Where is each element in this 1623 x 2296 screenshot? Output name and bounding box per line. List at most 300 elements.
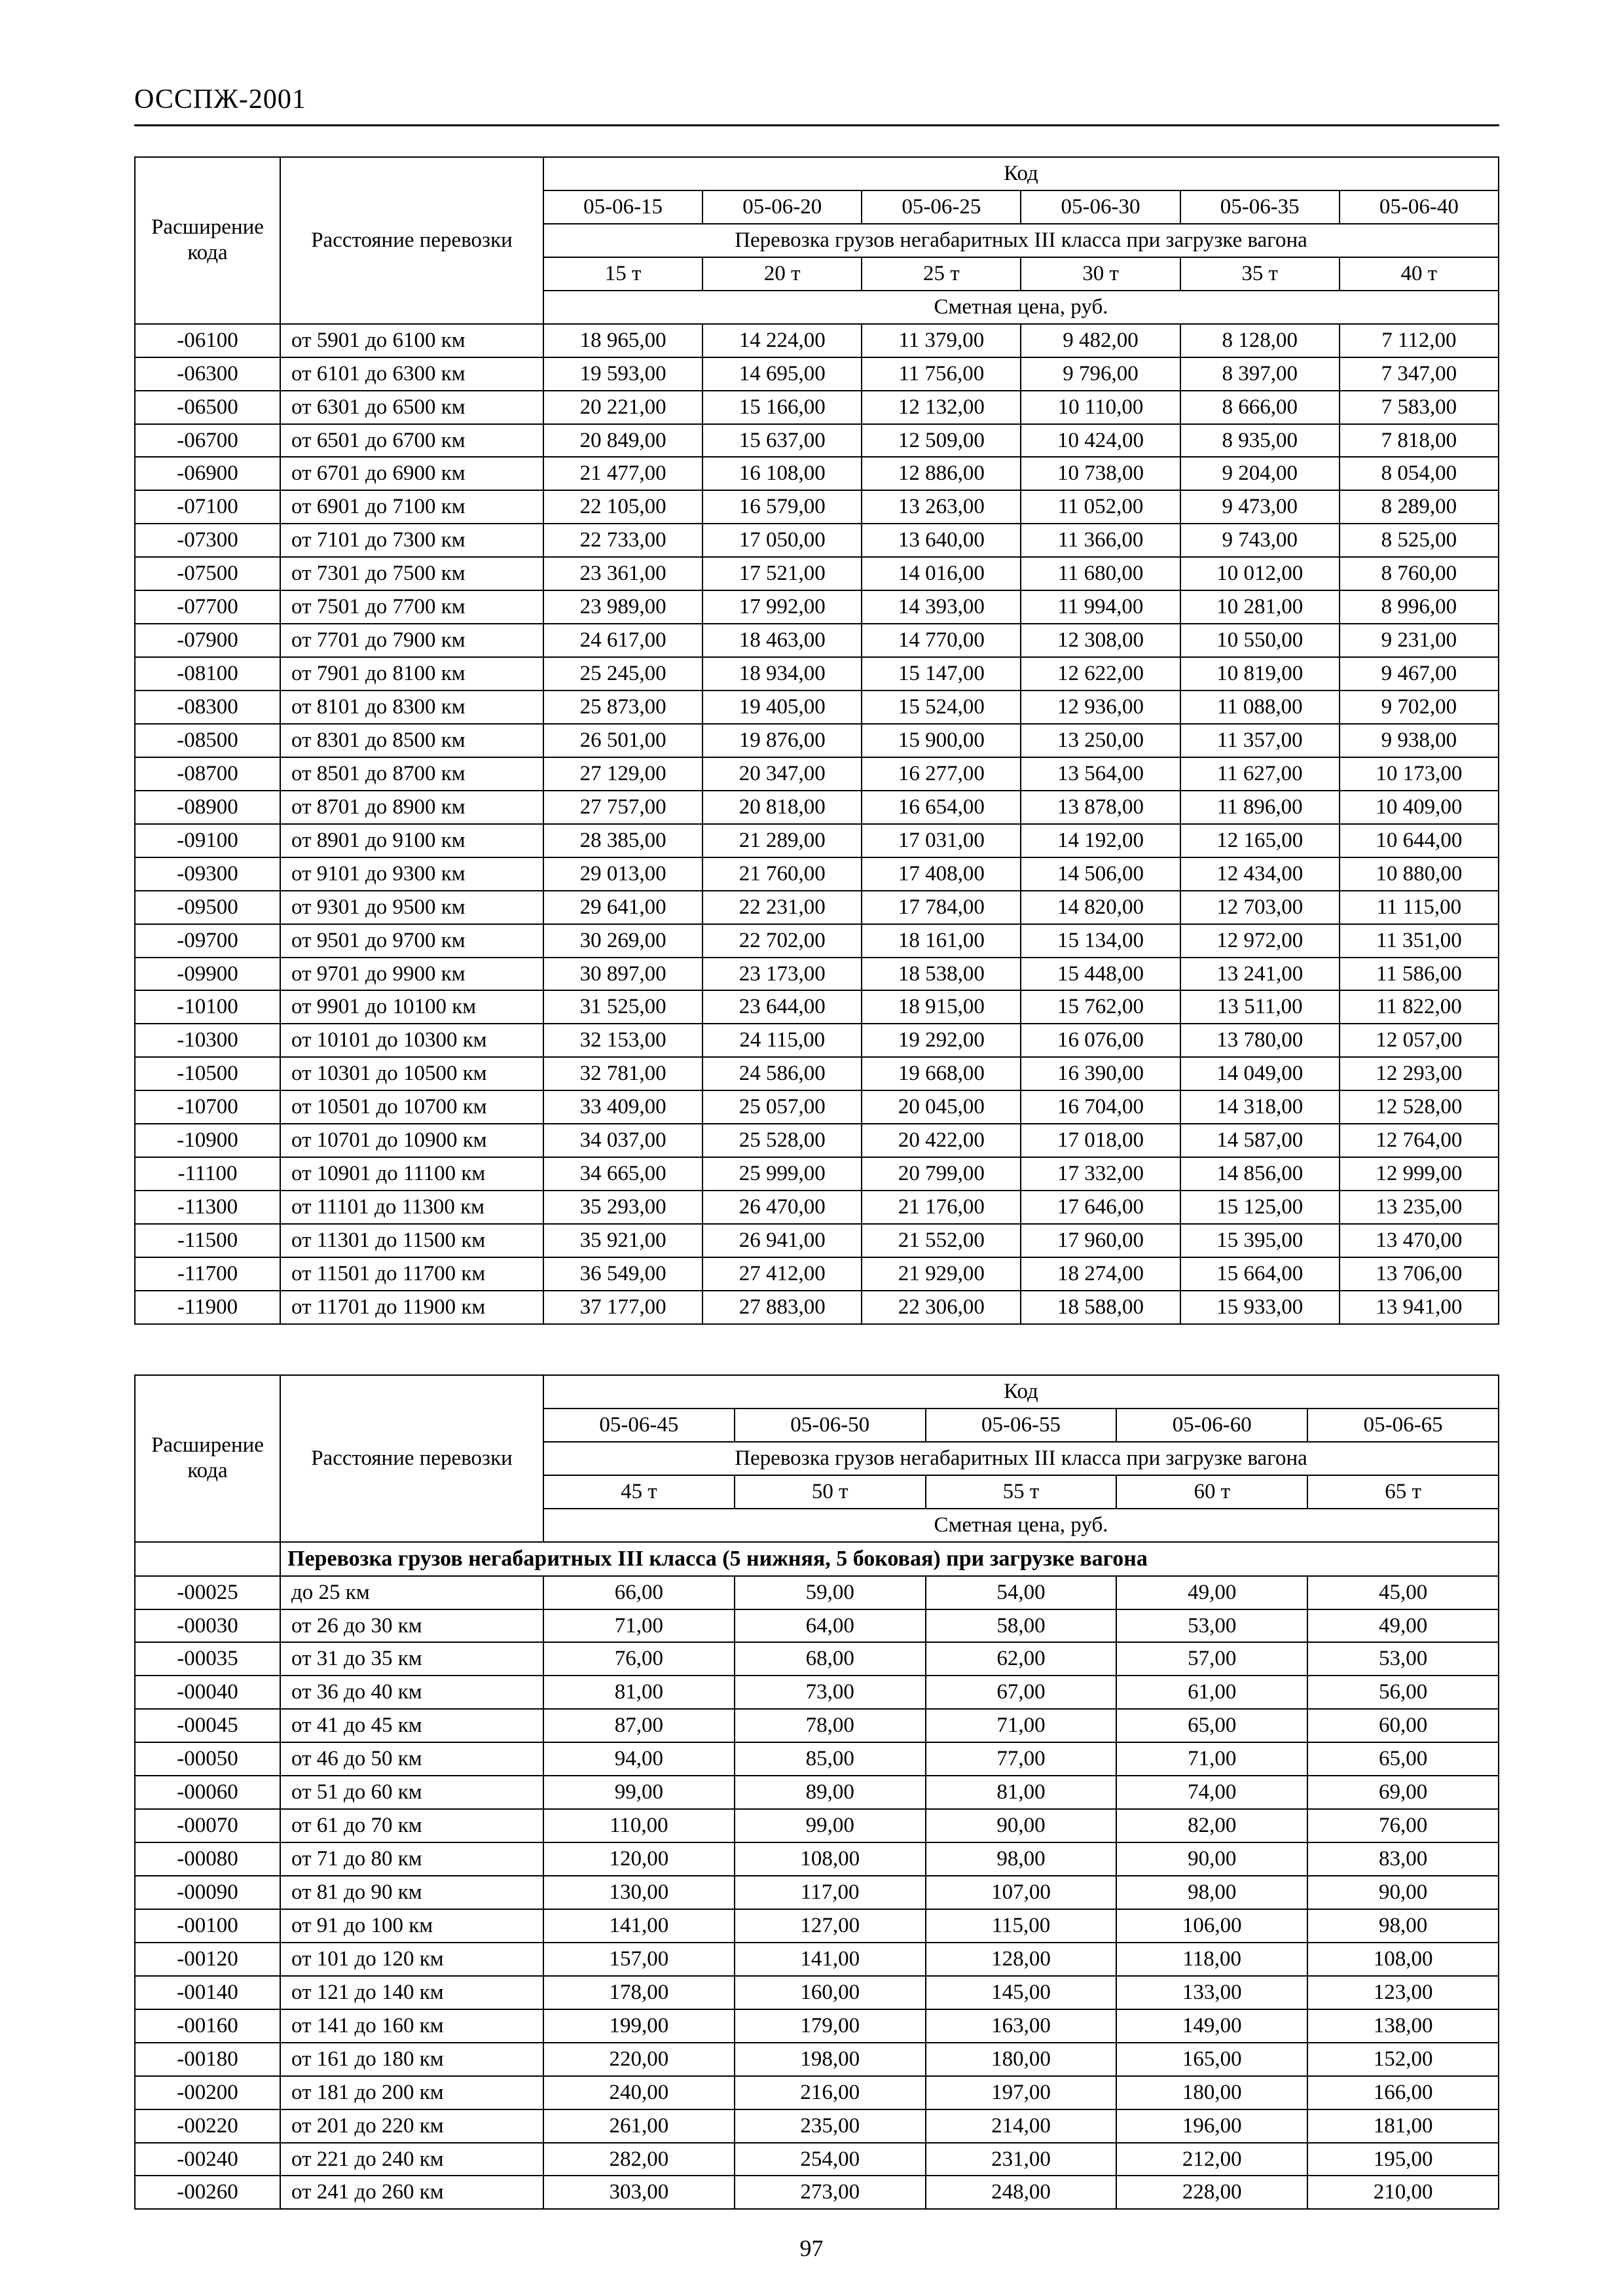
table-cell: 254,00 [735, 2143, 926, 2176]
table-cell: 23 173,00 [702, 958, 862, 991]
table-cell: 11 115,00 [1340, 891, 1499, 924]
table-cell: -00045 [135, 1709, 280, 1742]
table-cell: от 10501 до 10700 км [280, 1090, 543, 1124]
table-cell: 19 876,00 [702, 724, 862, 757]
table-cell: -00090 [135, 1876, 280, 1909]
table-cell: -11900 [135, 1291, 280, 1324]
section-header-row [135, 1542, 1499, 1576]
table-cell: от 201 до 220 км [280, 2109, 543, 2143]
table-cell: 23 361,00 [543, 557, 702, 590]
table-cell: 14 224,00 [702, 324, 862, 357]
table-cell: 180,00 [1116, 2076, 1307, 2109]
section-title: Перевозка грузов негабаритных III класса (5 нижняя, 5 боковая) при загрузке вагона [280, 1542, 1499, 1576]
table-row [135, 1776, 1499, 1809]
table-cell: -00050 [135, 1742, 280, 1776]
table-cell: от 6501 до 6700 км [280, 424, 543, 457]
table-cell: 21 176,00 [862, 1191, 1021, 1224]
table-cell: 27 883,00 [702, 1291, 862, 1324]
table-cell: 15 762,00 [1021, 990, 1180, 1024]
table-cell: -08300 [135, 691, 280, 724]
table-cell: 13 878,00 [1021, 791, 1180, 824]
table-cell: 12 057,00 [1340, 1024, 1499, 1057]
table-cell: 32 153,00 [543, 1024, 702, 1057]
table-cell: -00240 [135, 2143, 280, 2176]
table-cell: от 221 до 240 км [280, 2143, 543, 2176]
table-row [135, 824, 1499, 857]
table-cell: -00120 [135, 1943, 280, 1976]
table-row [135, 1291, 1499, 1324]
table-cell: 12 293,00 [1340, 1057, 1499, 1090]
table-cell: от 181 до 200 км [280, 2076, 543, 2109]
table-row [135, 1842, 1499, 1876]
table-cell: 30 269,00 [543, 924, 702, 958]
table-cell: 118,00 [1116, 1943, 1307, 1976]
table-cell: от 91 до 100 км [280, 1909, 543, 1943]
table-cell: 77,00 [926, 1742, 1117, 1776]
table-cell: 11 627,00 [1180, 757, 1340, 791]
table-row [135, 1157, 1499, 1191]
table-row [135, 924, 1499, 958]
table-cell: 90,00 [926, 1809, 1117, 1842]
table-cell: 16 579,00 [702, 490, 862, 524]
table-cell: 115,00 [926, 1909, 1117, 1943]
table-cell: 69,00 [1307, 1776, 1499, 1809]
doc-header [134, 84, 1499, 126]
table-cell: 68,00 [735, 1642, 926, 1676]
table-cell: 28 385,00 [543, 824, 702, 857]
table-cell: 261,00 [543, 2109, 735, 2143]
table-cell: 10 173,00 [1340, 757, 1499, 791]
table-cell: 195,00 [1307, 2143, 1499, 2176]
table-cell: 15 147,00 [862, 657, 1021, 691]
table-cell: -10500 [135, 1057, 280, 1090]
table-cell: 73,00 [735, 1676, 926, 1709]
table-cell: от 141 до 160 км [280, 2009, 543, 2043]
table-cell: 10 550,00 [1180, 624, 1340, 657]
table-cell: 78,00 [735, 1709, 926, 1742]
table-cell: 59,00 [735, 1576, 926, 1609]
table-cell: 10 281,00 [1180, 590, 1340, 624]
table-cell: 25 999,00 [702, 1157, 862, 1191]
table-cell: 98,00 [1116, 1876, 1307, 1909]
table-cell: от 9701 до 9900 км [280, 958, 543, 991]
table-cell: 29 013,00 [543, 857, 702, 891]
table-cell: 9 796,00 [1021, 357, 1180, 391]
table-row [135, 590, 1499, 624]
table-cell: 12 132,00 [862, 391, 1021, 424]
table-row [135, 324, 1499, 357]
table-cell: 180,00 [926, 2043, 1117, 2076]
table-cell: 16 108,00 [702, 457, 862, 490]
table-cell: 138,00 [1307, 2009, 1499, 2043]
table-cell: 12 999,00 [1340, 1157, 1499, 1191]
table-cell: 22 105,00 [543, 490, 702, 524]
col-header-distance: Расстояние перевозки [280, 1375, 543, 1542]
table-row [135, 1124, 1499, 1157]
table-cell: 25 873,00 [543, 691, 702, 724]
table-row [135, 1742, 1499, 1776]
table-cell: 45,00 [1307, 1576, 1499, 1609]
table-cell: 11 379,00 [862, 324, 1021, 357]
table-cell: 94,00 [543, 1742, 735, 1776]
table-cell: 15 395,00 [1180, 1224, 1340, 1257]
table-cell: 18 161,00 [862, 924, 1021, 958]
table-cell: 157,00 [543, 1943, 735, 1976]
table-cell: 27 412,00 [702, 1257, 862, 1291]
table-cell: 90,00 [1116, 1842, 1307, 1876]
table-cell: 71,00 [926, 1709, 1117, 1742]
table-cell: 198,00 [735, 2043, 926, 2076]
table-cell: 16 076,00 [1021, 1024, 1180, 1057]
table-cell: 22 702,00 [702, 924, 862, 958]
table-cell: 10 880,00 [1340, 857, 1499, 891]
table-cell: 13 640,00 [862, 524, 1021, 557]
table-cell: 14 049,00 [1180, 1057, 1340, 1090]
table-cell: -00060 [135, 1776, 280, 1809]
table-cell: 12 165,00 [1180, 824, 1340, 857]
table-cell: от 9301 до 9500 км [280, 891, 543, 924]
table-cell: 216,00 [735, 2076, 926, 2109]
table-cell: 273,00 [735, 2176, 926, 2209]
tariff-table-upper-body [135, 324, 1499, 1324]
table-cell: 13 511,00 [1180, 990, 1340, 1024]
table-cell: 19 668,00 [862, 1057, 1021, 1090]
table-cell: 106,00 [1116, 1909, 1307, 1943]
table-cell: от 8501 до 8700 км [280, 757, 543, 791]
table-row [135, 1191, 1499, 1224]
table-cell: -10100 [135, 990, 280, 1024]
table-cell: -09500 [135, 891, 280, 924]
doc-title: ОССПЖ-2001 [134, 84, 306, 115]
table-cell: 25 057,00 [702, 1090, 862, 1124]
tariff-table-lower [134, 1374, 1499, 2210]
table-cell: 12 972,00 [1180, 924, 1340, 958]
table-cell: -08900 [135, 791, 280, 824]
table-cell: 90,00 [1307, 1876, 1499, 1909]
table-cell: 21 552,00 [862, 1224, 1021, 1257]
table-cell: 26 941,00 [702, 1224, 862, 1257]
table-cell: 149,00 [1116, 2009, 1307, 2043]
table-cell: 27 129,00 [543, 757, 702, 791]
table-cell: 8 128,00 [1180, 324, 1340, 357]
table-row [135, 391, 1499, 424]
table-cell: от 7701 до 7900 км [280, 624, 543, 657]
col-header-cargo-class: Перевозка грузов негабаритных III класса при загрузке вагона [543, 224, 1499, 257]
table-cell: от 51 до 60 км [280, 1776, 543, 1809]
table-cell: 15 664,00 [1180, 1257, 1340, 1291]
table-cell: 21 929,00 [862, 1257, 1021, 1291]
table-cell: от 6901 до 7100 км [280, 490, 543, 524]
table-row [135, 1976, 1499, 2009]
table-cell: 67,00 [926, 1676, 1117, 1709]
table-cell: 9 231,00 [1340, 624, 1499, 657]
table-cell: 19 593,00 [543, 357, 702, 391]
table-cell: 14 506,00 [1021, 857, 1180, 891]
table-cell: 9 938,00 [1340, 724, 1499, 757]
table-cell: 31 525,00 [543, 990, 702, 1024]
header-cell: 05-06-35 [1180, 190, 1340, 224]
table-cell: 22 306,00 [862, 1291, 1021, 1324]
table-cell: 17 960,00 [1021, 1224, 1180, 1257]
header-cell: 05-06-15 [543, 190, 702, 224]
header-cell: 05-06-25 [862, 190, 1021, 224]
table-cell: 248,00 [926, 2176, 1117, 2209]
table-cell: 12 528,00 [1340, 1090, 1499, 1124]
table-cell: 231,00 [926, 2143, 1117, 2176]
table-cell: 19 405,00 [702, 691, 862, 724]
table-cell: от 11501 до 11700 км [280, 1257, 543, 1291]
col-header-kod: Код [543, 157, 1499, 190]
header-cell: 05-06-20 [702, 190, 862, 224]
table-cell: от 10301 до 10500 км [280, 1057, 543, 1090]
table-cell: 81,00 [926, 1776, 1117, 1809]
table-row [135, 2009, 1499, 2043]
table-cell: 18 588,00 [1021, 1291, 1180, 1324]
table-cell: от 26 до 30 км [280, 1609, 543, 1643]
table-cell: 181,00 [1307, 2109, 1499, 2143]
table-cell: 10 012,00 [1180, 557, 1340, 590]
table-row [135, 1676, 1499, 1709]
table-cell: 117,00 [735, 1876, 926, 1909]
table-cell: 60,00 [1307, 1709, 1499, 1742]
table-cell: 128,00 [926, 1943, 1117, 1976]
table-cell: 152,00 [1307, 2043, 1499, 2076]
table-row [135, 1024, 1499, 1057]
table-cell: -00160 [135, 2009, 280, 2043]
table-cell: 165,00 [1116, 2043, 1307, 2076]
table-cell: 17 031,00 [862, 824, 1021, 857]
table-cell: 34 037,00 [543, 1124, 702, 1157]
table-row [135, 2076, 1499, 2109]
table-cell: 32 781,00 [543, 1057, 702, 1090]
table-cell: 15 125,00 [1180, 1191, 1340, 1224]
table-cell: -00040 [135, 1676, 280, 1709]
table-cell: -00260 [135, 2176, 280, 2209]
table-cell: 199,00 [543, 2009, 735, 2043]
header-cell: 05-06-45 [543, 1408, 735, 1442]
table-cell: -06700 [135, 424, 280, 457]
table-cell: 30 897,00 [543, 958, 702, 991]
table-cell: -06900 [135, 457, 280, 490]
table-cell: от 46 до 50 км [280, 1742, 543, 1776]
table-row [135, 2176, 1499, 2209]
table-cell: 235,00 [735, 2109, 926, 2143]
table-cell: -00080 [135, 1842, 280, 1876]
table-cell: 12 308,00 [1021, 624, 1180, 657]
table-cell: 13 941,00 [1340, 1291, 1499, 1324]
table-cell: 74,00 [1116, 1776, 1307, 1809]
table-cell: 130,00 [543, 1876, 735, 1909]
header-cell: 05-06-60 [1116, 1408, 1307, 1442]
table-cell: 212,00 [1116, 2143, 1307, 2176]
table-cell: 14 587,00 [1180, 1124, 1340, 1157]
table-cell: 17 018,00 [1021, 1124, 1180, 1157]
table-cell: 11 366,00 [1021, 524, 1180, 557]
table-cell: 18 934,00 [702, 657, 862, 691]
table-cell: 11 586,00 [1340, 958, 1499, 991]
table-cell: -07700 [135, 590, 280, 624]
table-cell: от 81 до 90 км [280, 1876, 543, 1909]
table-cell: от 6301 до 6500 км [280, 391, 543, 424]
table-cell: 16 277,00 [862, 757, 1021, 791]
table-cell: 16 704,00 [1021, 1090, 1180, 1124]
table-cell: 8 397,00 [1180, 357, 1340, 391]
table-cell: 53,00 [1307, 1642, 1499, 1676]
table-cell: 20 045,00 [862, 1090, 1021, 1124]
table-cell: 14 192,00 [1021, 824, 1180, 857]
table-row [135, 1809, 1499, 1842]
table-cell: от 9101 до 9300 км [280, 857, 543, 891]
table-cell: 123,00 [1307, 1976, 1499, 2009]
header-cell: 35 т [1180, 257, 1340, 291]
table-cell: 10 110,00 [1021, 391, 1180, 424]
table-cell: 65,00 [1307, 1742, 1499, 1776]
header-cell: 05-06-65 [1307, 1408, 1499, 1442]
table-cell: 240,00 [543, 2076, 735, 2109]
table-cell: -10900 [135, 1124, 280, 1157]
table-cell: -09700 [135, 924, 280, 958]
table-cell: -07300 [135, 524, 280, 557]
table-row [135, 2143, 1499, 2176]
table-cell: 14 770,00 [862, 624, 1021, 657]
table-cell: 12 936,00 [1021, 691, 1180, 724]
table-cell: -00025 [135, 1576, 280, 1609]
table-cell: -00200 [135, 2076, 280, 2109]
table-cell: -00180 [135, 2043, 280, 2076]
table-cell: 11 052,00 [1021, 490, 1180, 524]
table-cell: 108,00 [735, 1842, 926, 1876]
table-cell: 107,00 [926, 1876, 1117, 1909]
table-cell: 163,00 [926, 2009, 1117, 2043]
table-cell: от 10101 до 10300 км [280, 1024, 543, 1057]
table-cell: 9 743,00 [1180, 524, 1340, 557]
table-cell: 11 680,00 [1021, 557, 1180, 590]
table-cell: 196,00 [1116, 2109, 1307, 2143]
table-cell: 18 538,00 [862, 958, 1021, 991]
table-cell: 87,00 [543, 1709, 735, 1742]
table-cell: от 8101 до 8300 км [280, 691, 543, 724]
table-cell: 8 289,00 [1340, 490, 1499, 524]
table-header-row [135, 1375, 1499, 1408]
table-cell: 61,00 [1116, 1676, 1307, 1709]
table-cell: 20 818,00 [702, 791, 862, 824]
table-row [135, 1090, 1499, 1124]
table-cell: 71,00 [1116, 1742, 1307, 1776]
table-cell: 120,00 [543, 1842, 735, 1876]
col-header-cargo-class: Перевозка грузов негабаритных III класса при загрузке вагона [543, 1442, 1499, 1475]
table-cell: 98,00 [926, 1842, 1117, 1876]
table-cell: -08700 [135, 757, 280, 791]
table-cell: 166,00 [1307, 2076, 1499, 2109]
table-cell: 26 470,00 [702, 1191, 862, 1224]
table-cell: от 7501 до 7700 км [280, 590, 543, 624]
table-cell: 29 641,00 [543, 891, 702, 924]
table-cell: 35 293,00 [543, 1191, 702, 1224]
table-cell: 10 409,00 [1340, 791, 1499, 824]
table-row [135, 1709, 1499, 1742]
header-cell: 05-06-40 [1340, 190, 1499, 224]
table-cell: 15 166,00 [702, 391, 862, 424]
header-cell: 05-06-50 [735, 1408, 926, 1442]
table-cell: 11 357,00 [1180, 724, 1340, 757]
tariff-table-upper [134, 156, 1499, 1325]
table-cell: 8 760,00 [1340, 557, 1499, 590]
table-row [135, 1257, 1499, 1291]
header-cell: 20 т [702, 257, 862, 291]
table-row [135, 1057, 1499, 1090]
header-cell: 05-06-55 [926, 1408, 1117, 1442]
table-row [135, 357, 1499, 391]
table-cell: от 121 до 140 км [280, 1976, 543, 2009]
table-cell: от 9901 до 10100 км [280, 990, 543, 1024]
table-cell: от 8901 до 9100 км [280, 824, 543, 857]
table-cell: 85,00 [735, 1742, 926, 1776]
table-cell: 22 231,00 [702, 891, 862, 924]
table-cell: 8 054,00 [1340, 457, 1499, 490]
table-cell: 22 733,00 [543, 524, 702, 557]
table-cell: 11 756,00 [862, 357, 1021, 391]
table-cell: 98,00 [1307, 1909, 1499, 1943]
table-cell: 178,00 [543, 1976, 735, 2009]
table-cell: -09900 [135, 958, 280, 991]
table-cell: 197,00 [926, 2076, 1117, 2109]
table-cell: 34 665,00 [543, 1157, 702, 1191]
table-cell: 7 583,00 [1340, 391, 1499, 424]
table-cell: 49,00 [1307, 1609, 1499, 1643]
col-header-kod: Код [543, 1375, 1499, 1408]
table-cell: 20 799,00 [862, 1157, 1021, 1191]
table-cell: 99,00 [735, 1809, 926, 1842]
table-cell: 160,00 [735, 1976, 926, 2009]
table-row [135, 557, 1499, 590]
table-cell: 35 921,00 [543, 1224, 702, 1257]
table-row [135, 691, 1499, 724]
table-cell: от 5901 до 6100 км [280, 324, 543, 357]
table-cell: 141,00 [543, 1909, 735, 1943]
col-header-price: Сметная цена, руб. [543, 1509, 1499, 1542]
table-cell: 89,00 [735, 1776, 926, 1809]
table-cell: 14 856,00 [1180, 1157, 1340, 1191]
table-cell: от 8301 до 8500 км [280, 724, 543, 757]
table-cell: 20 849,00 [543, 424, 702, 457]
table-cell: 21 477,00 [543, 457, 702, 490]
table-row [135, 1909, 1499, 1943]
table-cell: 19 292,00 [862, 1024, 1021, 1057]
table-cell: 108,00 [1307, 1943, 1499, 1976]
table-cell: от 41 до 45 км [280, 1709, 543, 1742]
table-row [135, 857, 1499, 891]
header-cell: 30 т [1021, 257, 1180, 291]
table-cell: 49,00 [1116, 1576, 1307, 1609]
table-cell: 7 347,00 [1340, 357, 1499, 391]
table-row [135, 457, 1499, 490]
table-cell: от 241 до 260 км [280, 2176, 543, 2209]
table-cell: -07500 [135, 557, 280, 590]
col-header-price: Сметная цена, руб. [543, 291, 1499, 324]
table-cell: 141,00 [735, 1943, 926, 1976]
table-row [135, 724, 1499, 757]
table-cell: 13 235,00 [1340, 1191, 1499, 1224]
table-row [135, 757, 1499, 791]
table-cell: от 8701 до 8900 км [280, 791, 543, 824]
table-cell: от 71 до 80 км [280, 1842, 543, 1876]
table-cell: -08100 [135, 657, 280, 691]
table-cell: 8 935,00 [1180, 424, 1340, 457]
table-cell: 26 501,00 [543, 724, 702, 757]
table-cell: 220,00 [543, 2043, 735, 2076]
table-cell: 9 467,00 [1340, 657, 1499, 691]
table-cell: 54,00 [926, 1576, 1117, 1609]
